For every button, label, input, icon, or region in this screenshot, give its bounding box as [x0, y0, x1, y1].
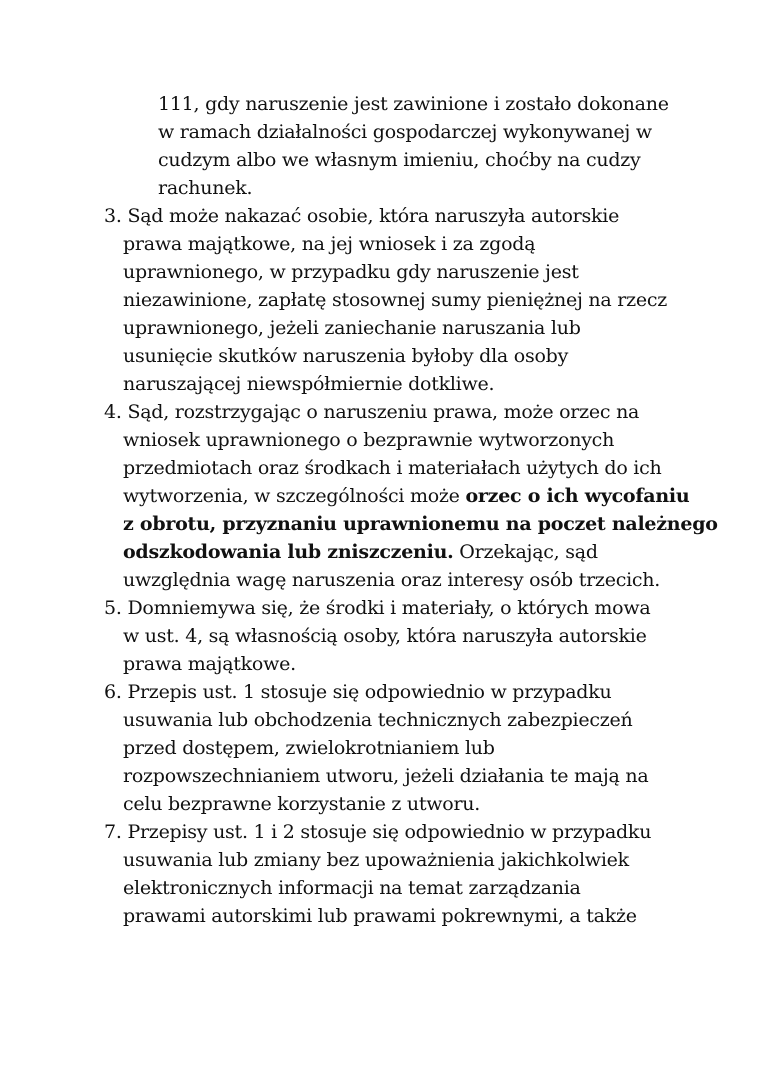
paragraph-line: usuwania lub zmiany bez upoważnienia jakichkolwiek — [123, 849, 629, 871]
paragraph-line: wniosek uprawnionego o bezprawnie wytworzonych — [123, 429, 615, 451]
item-text: Przepis ust. 1 stosuje się odpowiednio w przypadku — [127, 681, 612, 703]
item-number: 4. — [104, 401, 122, 423]
item-number: 3. — [104, 205, 122, 227]
list-item-7 — [104, 818, 651, 846]
paragraph-line: 111, gdy naruszenie jest zawinione i zostało dokonane — [158, 93, 669, 115]
paragraph-line: w ramach działalności gospodarczej wykonywanej w — [158, 121, 652, 143]
paragraph-line: naruszającej niewspółmiernie dotkliwe. — [123, 373, 495, 395]
item-number: 6. — [104, 681, 122, 703]
paragraph-line: przed dostępem, zwielokrotnianiem lub — [123, 737, 495, 759]
item-text: Domniemywa się, że środki i materiały, o których mowa — [127, 597, 651, 619]
paragraph-line: usuwania lub obchodzenia technicznych zabezpieczeń — [123, 709, 633, 731]
paragraph-line: elektronicznych informacji na temat zarządzania — [123, 877, 581, 899]
paragraph-line: usunięcie skutków naruszenia byłoby dla osoby — [123, 345, 569, 367]
item-number: 5. — [104, 597, 122, 619]
paragraph-line: uprawnionego, w przypadku gdy naruszenie jest — [123, 261, 579, 283]
paragraph-line: niezawinione, zapłatę stosownej sumy pieniężnej na rzecz — [123, 289, 667, 311]
paragraph-line: prawa majątkowe. — [123, 653, 296, 675]
list-item-3 — [104, 202, 619, 230]
paragraph-line: celu bezprawne korzystanie z utworu. — [123, 793, 481, 815]
paragraph-line: rozpowszechnianiem utworu, jeżeli działania te mają na — [123, 765, 649, 787]
paragraph-line: prawa majątkowe, na jej wniosek i za zgodą — [123, 233, 536, 255]
paragraph-line: cudzym albo we własnym imieniu, choćby na cudzy — [158, 149, 641, 171]
item-number: 7. — [104, 821, 122, 843]
bold-line: z obrotu, przyznaniu uprawnionemu na poczet należnego — [123, 513, 718, 535]
paragraph-line: uwzględnia wagę naruszenia oraz interesy osób trzecich. — [123, 569, 661, 591]
bold-text: orzec o ich wycofaniu — [465, 485, 690, 507]
paragraph-line: w ust. 4, są własnością osoby, która naruszyła autorskie — [123, 625, 647, 647]
item-text: Sąd może nakazać osobie, która naruszyła autorskie — [127, 205, 620, 227]
plain-text: Orzekając, sąd — [453, 541, 598, 563]
paragraph-line: uprawnionego, jeżeli zaniechanie naruszania lub — [123, 317, 581, 339]
item-text: Przepisy ust. 1 i 2 stosuje się odpowiednio w przypadku — [127, 821, 652, 843]
list-item-4 — [104, 398, 639, 426]
list-item-6 — [104, 678, 611, 706]
bold-text: odszkodowania lub zniszczeniu. — [123, 541, 454, 563]
item-text: Sąd, rozstrzygając o naruszeniu prawa, może orzec na — [127, 401, 640, 423]
paragraph-line — [123, 538, 598, 566]
paragraph-line: przedmiotach oraz środkach i materiałach użytych do ich — [123, 457, 662, 479]
paragraph-line: rachunek. — [158, 177, 253, 199]
list-item-5 — [104, 594, 650, 622]
plain-text: wytworzenia, w szczególności może — [123, 485, 466, 507]
paragraph-line: prawami autorskimi lub prawami pokrewnymi, a także — [123, 905, 637, 927]
paragraph-line — [123, 482, 689, 510]
